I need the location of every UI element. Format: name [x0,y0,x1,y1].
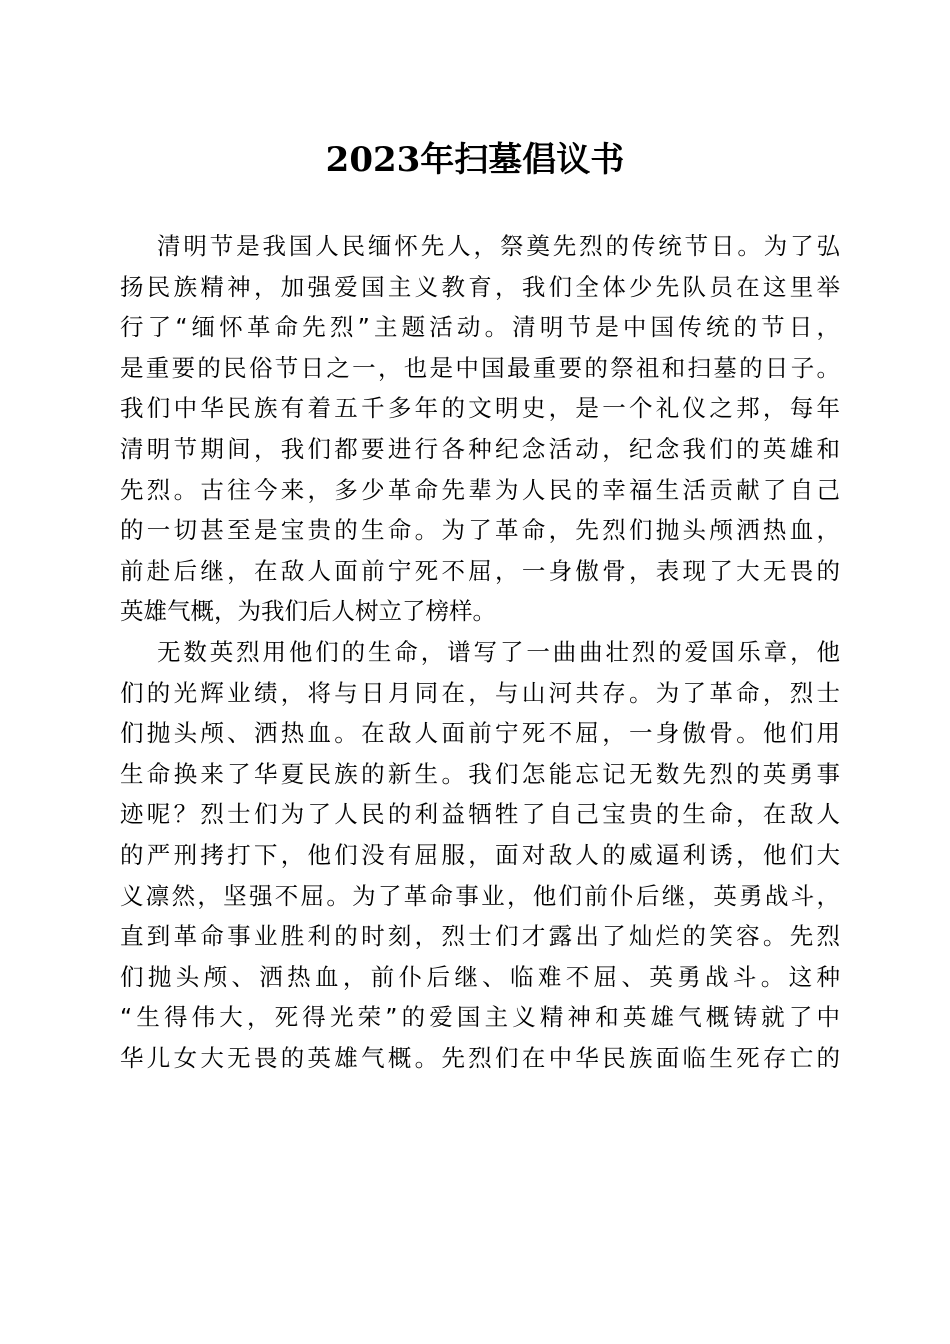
text-line: 的严刑拷打下，他们没有屈服，面对敌人的威逼利诱，他们大 [120,840,840,869]
text-line: 直到革命事业胜利的时刻，烈士们才露出了灿烂的笑容。先烈 [120,922,840,951]
text-line: 前赴后继，在敌人面前宁死不屈，一身傲骨，表现了大无畏的 [120,556,840,585]
text-line: 无数英烈用他们的生命，谱写了一曲曲壮烈的爱国乐章，他 [157,637,840,666]
paragraph-2 [120,632,840,1079]
text-line: 们的光辉业绩，将与日月同在，与山河共存。为了革命，烈士 [120,678,840,707]
text-line: 行了“缅怀革命先烈”主题活动。清明节是中国传统的节日， [120,313,840,342]
text-line: 们抛头颅、洒热血，前仆后继、临难不屈、英勇战斗。这种 [120,962,840,991]
text-line: 们抛头颅、洒热血。在敌人面前宁死不屈，一身傲骨。他们用 [120,719,840,748]
text-line: 义凛然，坚强不屈。为了革命事业，他们前仆后继，英勇战斗， [120,881,840,910]
text-line: 清明节期间，我们都要进行各种纪念活动，纪念我们的英雄和 [120,434,840,463]
text-line: 扬民族精神，加强爱国主义教育，我们全体少先队员在这里举 [120,272,840,301]
text-line: 先烈。古往今来，多少革命先辈为人民的幸福生活贡献了自己 [120,475,840,504]
text-line: 的一切甚至是宝贵的生命。为了革命，先烈们抛头颅洒热血， [120,516,840,545]
text-line: 是重要的民俗节日之一，也是中国最重要的祭祖和扫墓的日子。 [120,353,840,382]
text-line: 迹呢？烈士们为了人民的利益牺牲了自己宝贵的生命，在敌人 [120,800,840,829]
text-line: 英雄气概，为我们后人树立了榜样。 [120,597,496,626]
text-line: “生得伟大，死得光荣”的爱国主义精神和英雄气概铸就了中 [120,1003,840,1032]
text-line: 清明节是我国人民缅怀先人，祭奠先烈的传统节日。为了弘 [157,232,840,260]
document-body [120,226,840,1078]
text-line: 我们中华民族有着五千多年的文明史，是一个礼仪之邦，每年 [120,394,840,423]
paragraph-1 [120,226,840,632]
text-line: 华儿女大无畏的英雄气概。先烈们在中华民族面临生死存亡的 [120,1043,840,1072]
document-title: 2023年扫墓倡议书 [325,140,625,180]
text-line: 生命换来了华夏民族的新生。我们怎能忘记无数先烈的英勇事 [120,759,840,788]
